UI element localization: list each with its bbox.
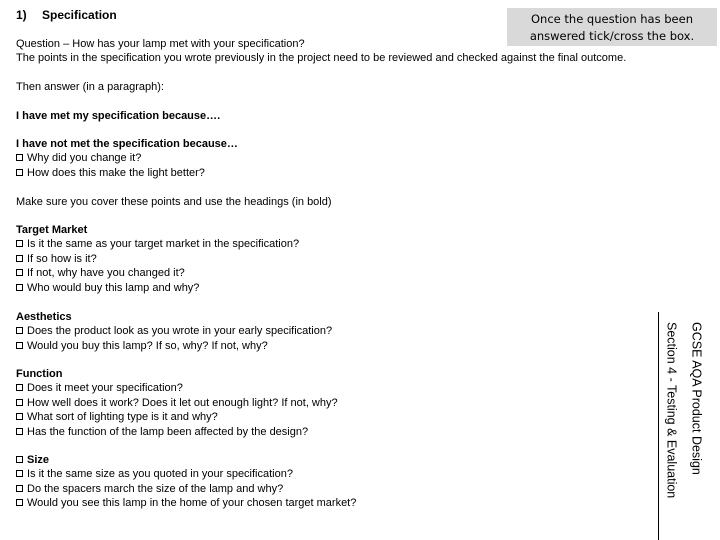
target-market-section [16, 223, 299, 295]
list-item [16, 339, 332, 353]
list-item-label: If not, why have you changed it? [27, 267, 185, 280]
headings-note [16, 195, 332, 209]
size-title: Size [27, 454, 50, 466]
answer-instruction [16, 80, 164, 94]
checkbox-icon[interactable] [16, 470, 23, 477]
list-item-label: Does it meet your specification? [27, 382, 183, 395]
met-statement [16, 109, 220, 123]
checkbox-icon[interactable] [16, 399, 23, 406]
list-item-label: Do the spacers march the size of the lamp and why? [27, 482, 284, 495]
list-item-label: How does this make the light better? [27, 166, 205, 179]
function-section [16, 367, 338, 439]
sidebar-divider [658, 312, 659, 540]
checkbox-icon[interactable] [16, 342, 23, 349]
list-item [16, 237, 299, 251]
sidebar-course-label: GCSE AQA Product Design [689, 322, 704, 475]
list-item-label: Is it the same as your target market in the specification? [27, 238, 300, 251]
aesthetics-title: Aesthetics [16, 311, 72, 323]
list-item [16, 410, 338, 424]
list-item-label: Has the function of the lamp been affected by the design? [27, 425, 309, 438]
question-block [16, 37, 626, 66]
checkbox-icon[interactable] [16, 428, 23, 435]
list-item [16, 381, 338, 395]
checkbox-icon[interactable] [16, 327, 23, 334]
checkbox-icon[interactable] [16, 413, 23, 420]
checkbox-icon[interactable] [16, 154, 23, 161]
checkbox-icon[interactable] [16, 269, 23, 276]
checkbox-icon[interactable] [16, 240, 23, 247]
list-item-label: How well does it work? Does it let out enough light? If not, why? [27, 396, 338, 409]
checkbox-icon[interactable] [16, 499, 23, 506]
checkbox-icon[interactable] [16, 456, 23, 463]
section-title: Specification [42, 8, 117, 22]
target-market-title: Target Market [16, 224, 88, 236]
list-item-label: Why did you change it? [27, 152, 142, 165]
size-section [16, 453, 356, 511]
list-item [16, 166, 238, 180]
checkbox-icon[interactable] [16, 255, 23, 262]
aesthetics-section [16, 310, 332, 353]
callout-line-2: answered tick/cross the box. [529, 29, 695, 43]
checkbox-icon[interactable] [16, 169, 23, 176]
met-statement-text: I have met my specification because…. [16, 110, 221, 122]
not-met-title: I have not met the specification because… [16, 138, 238, 150]
list-item [16, 396, 338, 410]
not-met-section [16, 137, 238, 180]
list-item [16, 281, 299, 295]
list-item [16, 151, 238, 165]
list-item [16, 482, 356, 496]
list-item [16, 467, 356, 481]
question-line-1: Question – How has your lamp met with your specification? [16, 38, 305, 50]
list-item-label: If so how is it? [27, 252, 97, 265]
list-item-label: Does the product look as you wrote in your early specification? [27, 325, 333, 338]
instruction-text: Then answer (in a paragraph): [16, 81, 164, 93]
list-item [16, 252, 299, 266]
list-item-label: Is it the same size as you quoted in your specification? [27, 468, 293, 481]
question-line-2: The points in the specification you wrote previously in the project need to be reviewed and checked against the final outcome. [16, 52, 627, 65]
callout-line-1: Once the question has been [531, 12, 693, 26]
list-item-label: What sort of lighting type is it and why? [27, 411, 218, 424]
list-item [16, 266, 299, 280]
section-number: 1) [16, 8, 27, 22]
list-item [16, 324, 332, 338]
list-item-label: Would you buy this lamp? If so, why? If not, why? [27, 339, 268, 352]
list-item [16, 496, 356, 510]
list-item [16, 425, 338, 439]
checkbox-icon[interactable] [16, 485, 23, 492]
headings-note-text: Make sure you cover these points and use the headings (in bold) [16, 196, 332, 208]
checkbox-icon[interactable] [16, 284, 23, 291]
function-title: Function [16, 368, 63, 380]
size-title-row [16, 453, 356, 467]
list-item-label: Who would buy this lamp and why? [27, 281, 200, 294]
checkbox-icon[interactable] [16, 384, 23, 391]
sidebar-section-label: Section 4 - Testing & Evaluation [664, 322, 679, 499]
list-item-label: Would you see this lamp in the home of your chosen target market? [27, 497, 357, 510]
